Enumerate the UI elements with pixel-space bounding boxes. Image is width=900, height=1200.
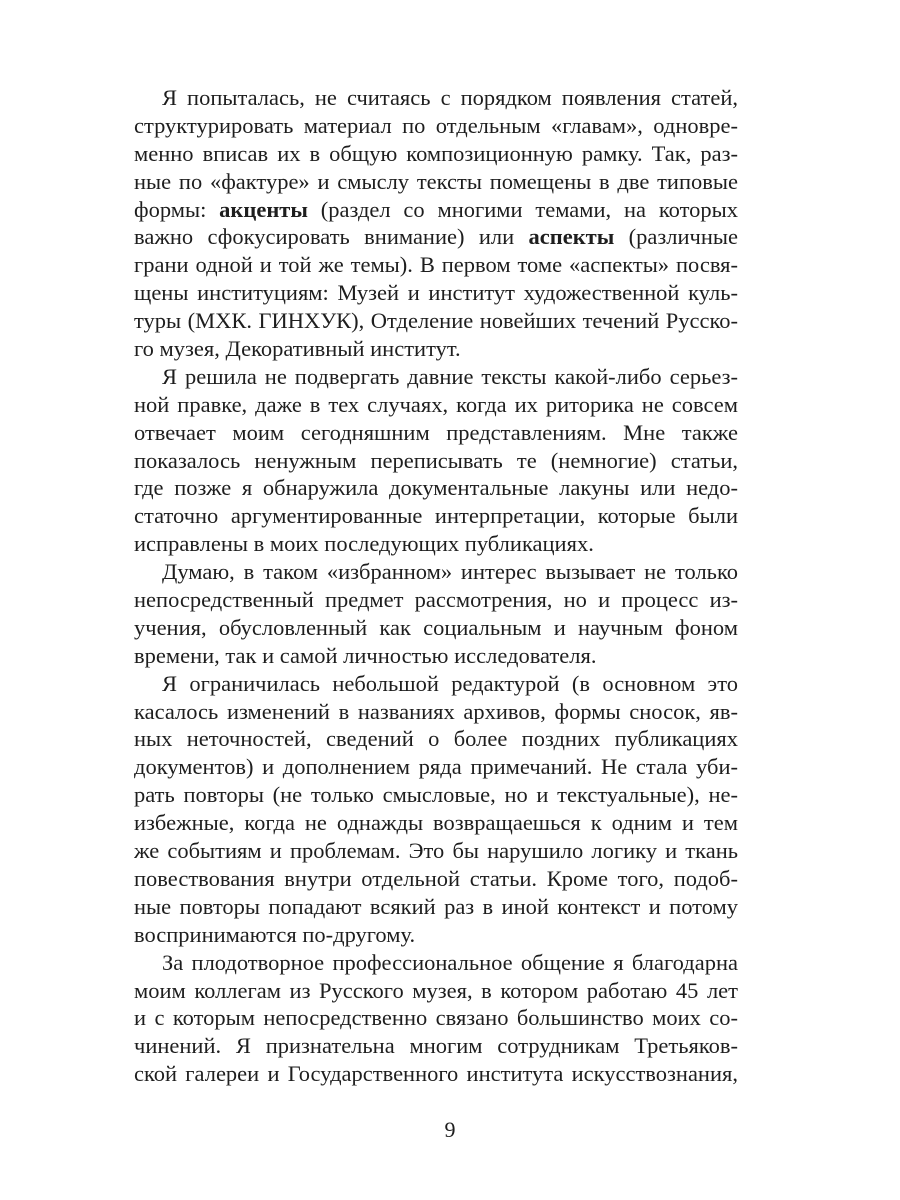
text-line: туры (МХК. ГИНХУК), Отделение новейших течений Русско-: [134, 308, 738, 334]
text-line: го музея, Декоративный институт.: [134, 336, 461, 362]
text-line: где позже я обнаружила документальные лакуны или недо-: [134, 475, 738, 501]
paragraph-1: [134, 84, 738, 363]
text-line: щены институциям: Музей и институт художественной куль-: [134, 280, 738, 306]
paragraph-3: [134, 558, 738, 670]
text-line: Я попыталась, не считаясь с порядком появления статей,: [162, 85, 738, 110]
text-line: непосредственный предмет рассмотрения, но и процесс из-: [134, 587, 738, 613]
text-line: избежные, когда не однажды возвращаешься к одним и тем: [134, 810, 738, 836]
page-number: 9: [444, 1117, 456, 1142]
text-line: Я решила не подвергать давние тексты какой-либо серьез-: [162, 363, 738, 389]
text-line: ных неточностей, сведений о более поздних публикациях: [134, 726, 738, 752]
text-line: рать повторы (не только смысловые, но и текстуальные), не-: [134, 782, 738, 808]
text-line: воспринимаются по-другому.: [134, 921, 416, 947]
text-line: ные по «фактуре» и смыслу тексты помещены в две типовые: [134, 168, 738, 194]
text-line: и с которым непосредственно связано большинство моих со-: [134, 1005, 738, 1031]
text-line: показалось ненужным переписывать те (немногие) статьи,: [134, 447, 738, 473]
text-line: менно вписав их в общую композиционную рамку. Так, раз-: [134, 140, 738, 166]
text-line: времени, так и самой личностью исследователя.: [134, 642, 597, 668]
text-fragment: (раздел со многими темами, на которых: [307, 196, 738, 222]
text-line: [134, 223, 738, 251]
paragraph-5: [134, 949, 738, 1088]
text-line: учения, обусловленный как социальным и научным фоном: [134, 614, 738, 640]
paragraph-2: [134, 363, 738, 558]
text-line: касалось изменений в названиях архивов, формы сносок, яв-: [134, 698, 738, 724]
text-fragment: (различные: [614, 224, 738, 250]
text-line: За плодотворное профессиональное общение я благодарна: [162, 949, 738, 975]
text-line: чинений. Я признательна многим сотрудникам Третьяков-: [134, 1033, 738, 1059]
text-line: Думаю, в таком «избранном» интерес вызывает не только: [162, 559, 738, 585]
bold-term-accents: акценты: [219, 196, 308, 222]
text-line: документов) и дополнением ряда примечаний. Не стала уби-: [134, 754, 738, 780]
text-line: структурировать материал по отдельным «главам», одновре-: [134, 112, 738, 138]
text-line: статочно аргументированные интерпретации, которые были: [134, 503, 738, 529]
text-line: ной правке, даже в тех случаях, когда их риторика не совсем: [134, 391, 738, 417]
text-line: Я ограничилась небольшой редактурой (в основном это: [162, 670, 738, 696]
text-line: моим коллегам из Русского музея, в котором работаю 45 лет: [134, 977, 738, 1003]
text-fragment: важно сфокусировать внимание) или: [134, 224, 529, 250]
text-line: грани одной и той же темы). В первом томе «аспекты» посвя-: [134, 252, 738, 278]
text-line: повествования внутри отдельной статьи. Кроме того, подоб-: [134, 865, 738, 891]
text-fragment: формы:: [134, 196, 220, 222]
text-line: ской галереи и Государственного института искусствознания,: [134, 1061, 738, 1087]
text-line: [134, 196, 738, 224]
text-line: исправлены в моих последующих публикациях.: [134, 531, 594, 557]
text-line: отвечает моим сегодняшним представлениям. Мне также: [134, 419, 738, 445]
page-body: [134, 84, 738, 1184]
bold-term-aspects: аспекты: [528, 224, 615, 250]
paragraph-4: [134, 670, 738, 949]
text-line: же событиям и проблемам. Это бы нарушило логику и ткань: [134, 838, 738, 864]
text-line: ные повторы попадают всякий раз в иной контекст и потому: [134, 893, 738, 919]
